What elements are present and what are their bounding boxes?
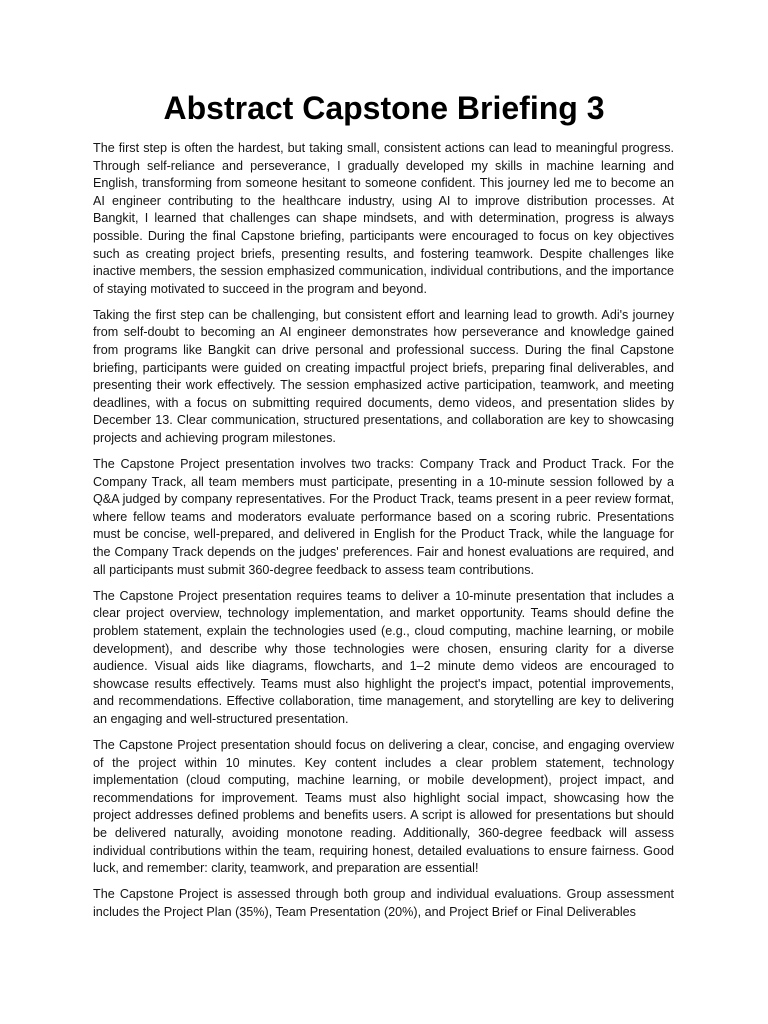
paragraph-6: The Capstone Project is assessed through both group and individual evaluations. Group assessment includes the Project Plan (35%), Team Presentation (20%), and Project Brief or Final Deliverables bbox=[93, 887, 674, 919]
document-body bbox=[93, 140, 674, 930]
paragraph-4: The Capstone Project presentation requires teams to deliver a 10-minute presentation that includes a clear project overview, technology implementation, and market opportunity. Teams should define the problem statement, explain the technologies used (e.g., cloud computing, machine learning, or mobile development), and describe why those technologies were chosen, ensuring clarity for a diverse audience. Visual aids like diagrams, flowcharts, and 1–2 minute demo videos are encouraged to showcase results effectively. Teams must also highlight the project's impact, potential improvements, and recommendations. Effective collaboration, time management, and storytelling are key to delivering an engaging and well-structured presentation. bbox=[93, 588, 674, 726]
paragraph-5: The Capstone Project presentation should focus on delivering a clear, concise, and engaging overview of the project within 10 minutes. Key content includes a clear problem statement, technology implementation (cloud computing, machine learning, or mobile development), project impact, and recommendations for improvement. Teams must also highlight social impact, showcasing how the project addresses defined problems and benefits users. A script is allowed for presentations but should be delivered naturally, avoiding monotone reading. Additionally, 360-degree feedback will assess individual contributions within the team, requiring honest, detailed evaluations to ensure fairness. Good luck, and remember: clarity, teamwork, and preparation are essential! bbox=[93, 738, 674, 876]
document-title: Abstract Capstone Briefing 3 bbox=[163, 90, 605, 126]
paragraph-2: Taking the first step can be challenging, but consistent effort and learning lead to growth. Adi's journey from self-doubt to becoming an AI engineer demonstrates how perseverance and knowledge gained from programs like Bangkit can drive personal and professional success. During the final Capstone briefing, participants were guided on creating impactful project briefs, preparing final deliverables, and presenting their work effectively. The session emphasized active participation, teamwork, and meeting deadlines, with a focus on submitting required documents, demo videos, and presentation slides by December 13. Clear communication, structured presentations, and collaboration are key to showcasing projects and achieving program milestones. bbox=[93, 307, 674, 445]
paragraph-1: The first step is often the hardest, but taking small, consistent actions can lead to meaningful progress. Through self-reliance and perseverance, I gradually developed my skills in machine learning and English, transforming from someone hesitant to someone confident. This journey led me to become an AI engineer contributing to the healthcare industry, using AI to improve distribution processes. At Bangkit, I learned that challenges can shape mindsets, and with determination, progress is always possible. During the final Capstone briefing, participants were encouraged to focus on key objectives such as creating project briefs, presenting results, and fostering teamwork. Despite challenges like inactive members, the session emphasized communication, individual contributions, and the importance of staying motivated to succeed in the program and beyond. bbox=[93, 141, 674, 296]
paragraph-3: The Capstone Project presentation involves two tracks: Company Track and Product Track. For the Company Track, all team members must participate, presenting in a 10-minute session followed by a Q&A judged by company representatives. For the Product Track, teams present in a peer review format, where fellow teams and moderators evaluate performance based on a scoring rubric. Presentations must be concise, well-prepared, and delivered in English for the Product Track, while the language for the Company Track depends on the judges' preferences. Fair and honest evaluations are required, and all participants must submit 360-degree feedback to assess team contributions. bbox=[93, 457, 674, 577]
